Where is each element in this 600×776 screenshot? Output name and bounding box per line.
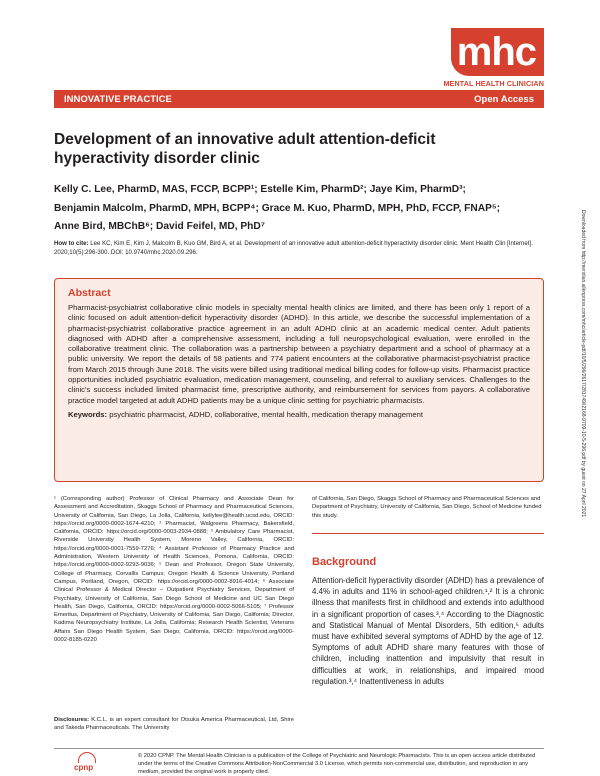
- citation-text: Lee KC, Kim E, Kim J, Malcolm B, Kuo GM, Bird A, et al. Development of an innovative adult attention-deficit hyperactivity disorder clinic. Ment Health Clin [Internet]. 2020;10(5):296-300. DOI: 10.9740/mhc.2020.09.296.: [54, 240, 533, 256]
- license-text: © 2020 CPNP. The Mental Health Clinician is a publication of the College of Psychiatric and Neurologic Pharmacists. This is an open access article distributed under the terms of the Creative Commons Attribution-NonCommercial 3.0 License, which permits non-commercial use, distribution, and reproduction in any medium, provided the original work is properly cited.: [138, 753, 536, 775]
- disclosures: [54, 716, 294, 733]
- section-divider: [312, 533, 544, 534]
- footer-divider: [54, 748, 544, 749]
- citation-label: How to cite:: [54, 240, 89, 247]
- cpnp-logo-arc: [78, 752, 96, 763]
- download-watermark-text: Downloaded from http://meridian.allenpress.com/mhc/article-pdf/10/5/296/2617/281749/i2168-9709-10-5-296.pdf by guest on 27 April 2021: [580, 210, 586, 518]
- abstract-box: [54, 278, 544, 482]
- article-type-label: INNOVATIVE PRACTICE: [64, 93, 172, 105]
- disclosures-text: K.C.L. is an expert consultant for Otsuka America Pharmaceutical, Ltd, Shire and Takeda Pharmaceuticals. The University: [54, 717, 294, 732]
- open-access-label: Open Access: [474, 93, 534, 105]
- keywords: [68, 410, 530, 419]
- article-title: Development of an innovative adult attention-deficit hyperactivity disorder clinic: [54, 131, 436, 167]
- author-line: Anne Bird, MBChB⁶; David Feifel, MD, PhD⁷: [54, 221, 265, 232]
- section-banner: [54, 90, 544, 108]
- author-list: [54, 181, 544, 237]
- abstract-text: Pharmacist-psychiatrist collaborative clinic models in specialty mental health clinics are limited, and there has been only 1 report of a clinic focused on adult attention-deficit hyperactivity disorder (ADHD). In this article, we describe the successful implementation of a pharmacist-psychiatrist collaborative practice agreement in an adult ADHD clinic at an academic medical center. Adult patients diagnosed with ADHD after a comprehensive assessment, including a full neuropsychological evaluation, were enrolled in the collaborative treatment clinic. The collaboration was a partnership between a psychiatry department and a school of pharmacy at a public university. We report the details of 58 patients and 774 patient encounters at the collaborative pharmacist-psychiatrist practice from March 2015 through June 2018. The visits were billed using traditional medical billing codes for follow-up visits. Pharmacist practice opportunities included psychiatric evaluation, medication management, counseling, and referral to auxiliary services. Challenges to the clinic's success included limited pharmacist time, prescriptive authority, and reimbursement for services from payors. A collaborative practice model targeted at adult ADHD patients may be a unique clinic setting for psychiatric pharmacists.: [68, 303, 530, 405]
- affiliations-continued: of California, San Diego, Skaggs School of Pharmacy and Pharmaceutical Sciences and Department of Psychiatry, University of California, San Diego, School of Medicine funded this study.: [312, 496, 542, 519]
- citation-note: [54, 239, 544, 257]
- abstract-heading: Abstract: [68, 287, 111, 299]
- background-heading: Background: [312, 556, 377, 568]
- logo-caption: MENTAL HEALTH CLINICIAN: [443, 79, 544, 88]
- author-line: Kelly C. Lee, PharmD, MAS, FCCP, BCPP¹; Estelle Kim, PharmD²; Jaye Kim, PharmD³;: [54, 184, 466, 195]
- download-watermark: [578, 210, 588, 750]
- keywords-label: Keywords:: [68, 409, 108, 419]
- cpnp-logo-text: cpnp: [74, 763, 94, 772]
- logo-mark: mhc: [451, 28, 544, 76]
- keywords-text: psychiatric pharmacist, ADHD, collaborative, mental health, medication therapy management: [109, 409, 424, 419]
- author-affiliations: ¹ (Corresponding author) Professor of Clinical Pharmacy and Associate Dean for Assessment and Accreditation, Skaggs School of Pharmacy and Pharmaceutical Sciences, University of California, San Diego, La Jolla, California, kellylee@health.ucsd.edu, ORCID: https://orcid.org/0000-0002-1674-4210; ² Pharmacist, Walgreens Pharmacy, Bakersfield, California, ORCID: https://orcid.org/0000-0003-2934-0888; ³ Ambulatory Care Pharmacist, Riverside University Health System, Moreno Valley, California, ORCID: https://orcid.org/0000-0001-7559-7276; ⁴ Assistant Professor of Pharmacy Practice and Administration, Western University of Health Sciences, Pomona, California, ORCID: https://orcid.org/0000-0002-9293-9036; ⁵ Dean and Professor, Oregon State University, College of Pharmacy, Corvallis Campus; Oregon Health & Science University, Portland Campus, Portland, Oregon, ORCID: https://orcid.org/0000-0002-8916-4014; ⁶ Associate Clinical Professor & Medical Director – Outpatient Psychiatry Services, Department of Psychiatry, University of California, San Diego School of Medicine and UC San Diego Health, San Diego, California, ORCID: https://orcid.org/0000-0002-5066-5105; ⁷ Professor Emeritus, Department of Psychiatry, University of California, San Diego, California; Director, Kadima Neuropsychiatry Institute, La Jolla, California; Research Health Scientist, Veterans Affairs San Diego Health System, San Diego, California, ORCID: https://orcid.org/0000-0002-8185-0220: [54, 496, 294, 644]
- background-text: Attention-deficit hyperactivity disorder (ADHD) has a prevalence of 4.4% in adults and 11% in school-aged children.¹,² It is a chronic illness that manifests first in childhood and extends into adulthood in a significant proportion of cases.³,⁴ According to the Diagnostic and Statistical Manual of Mental Disorders, 5th edition,⁵ adults must have exhibited several symptoms of ADHD by the age of 12. Symptoms of adult ADHD share many features with those of children, including inattention and impulsivity that result in difficulties at work, in relationships, and impaired mood regulation.³,⁴ Inattentiveness in adults: [312, 576, 544, 686]
- author-line: Benjamin Malcolm, PharmD, MPH, BCPP⁴; Grace M. Kuo, PharmD, MPH, PhD, FCCP, FNAP⁵;: [54, 202, 501, 214]
- disclosures-label: Disclosures:: [54, 717, 90, 723]
- cpnp-logo: [64, 752, 124, 774]
- journal-logo: [430, 28, 544, 88]
